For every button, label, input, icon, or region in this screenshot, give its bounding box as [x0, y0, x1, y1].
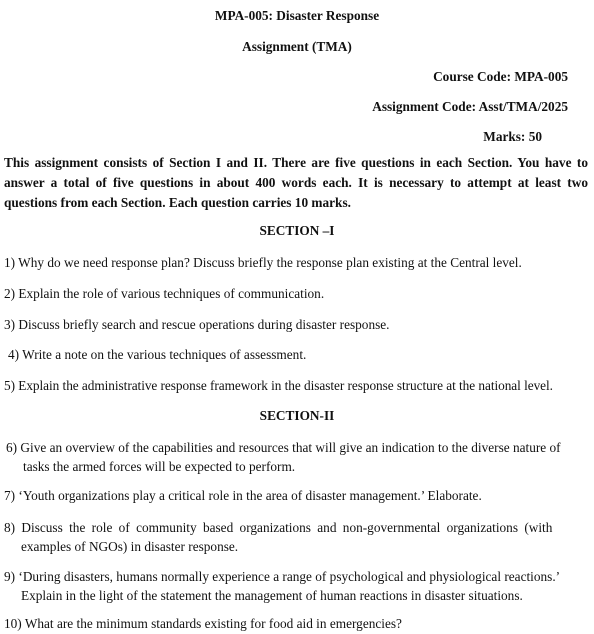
question-4 [8, 347, 306, 363]
question-3 [4, 317, 390, 333]
question-8 [4, 518, 588, 556]
question-text: Explain the administrative response framework in the disaster response structure at the national level. [18, 378, 553, 393]
question-number: 6) [6, 440, 18, 455]
question-text: What are the minimum standards existing for food aid in emergencies? [24, 616, 402, 631]
question-10 [4, 616, 402, 632]
question-text: ‘Youth organizations play a critical role in the area of disaster management.’ Elaborate. [18, 488, 482, 503]
course-code: Course Code: MPA-005 [433, 69, 568, 84]
question-text-continued: tasks the armed forces will be expected to perform. [23, 459, 296, 474]
question-text: Write a note on the various techniques of assessment. [22, 347, 307, 362]
question-text: Discuss the role of community based organizations and non-governmental organizations (with [21, 520, 553, 535]
question-2 [4, 286, 324, 302]
question-6 [6, 438, 588, 476]
question-text: ‘During disasters, humans normally experience a range of psychological and physiological reactions.’ [18, 569, 561, 584]
section-2-heading: SECTION-II [259, 408, 335, 423]
question-1 [4, 255, 522, 271]
marks: Marks: 50 [483, 129, 542, 144]
question-number: 3) [4, 317, 16, 332]
question-text-continued: examples of NGOs) in disaster response. [21, 539, 239, 554]
question-number: 2) [4, 286, 16, 301]
question-7 [4, 488, 482, 504]
question-number: 5) [4, 378, 15, 393]
question-9 [4, 567, 588, 605]
question-number: 10) [4, 616, 22, 631]
question-number: 4) [8, 347, 20, 362]
assignment-code: Assignment Code: Asst/TMA/2025 [372, 99, 568, 114]
question-text: Give an overview of the capabilities and resources that will give an indication to the diverse nature of [20, 440, 561, 455]
assignment-instructions: This assignment consists of Section I and II. There are five questions in each Section. You have to answer a total of five questions in about 400 words each. It is necessary to attempt at least two questions from each Section. Each question carries 10 marks. [4, 155, 588, 210]
question-text: Discuss briefly search and rescue operations during disaster response. [18, 317, 390, 332]
question-text-continued: Explain in the light of the statement the management of human reactions in disaster situations. [21, 588, 523, 603]
question-5 [4, 378, 553, 394]
section-1-heading: SECTION –I [259, 223, 335, 238]
question-number: 7) [4, 488, 16, 503]
document-title: MPA-005: Disaster Response [214, 8, 380, 23]
question-number: 9) [4, 569, 16, 584]
question-number: 8) [4, 520, 16, 535]
question-text: Explain the role of various techniques of communication. [18, 286, 325, 301]
document-subtitle: Assignment (TMA) [242, 39, 352, 54]
question-number: 1) [4, 255, 16, 270]
question-text: Why do we need response plan? Discuss briefly the response plan existing at the Central level. [18, 255, 522, 270]
